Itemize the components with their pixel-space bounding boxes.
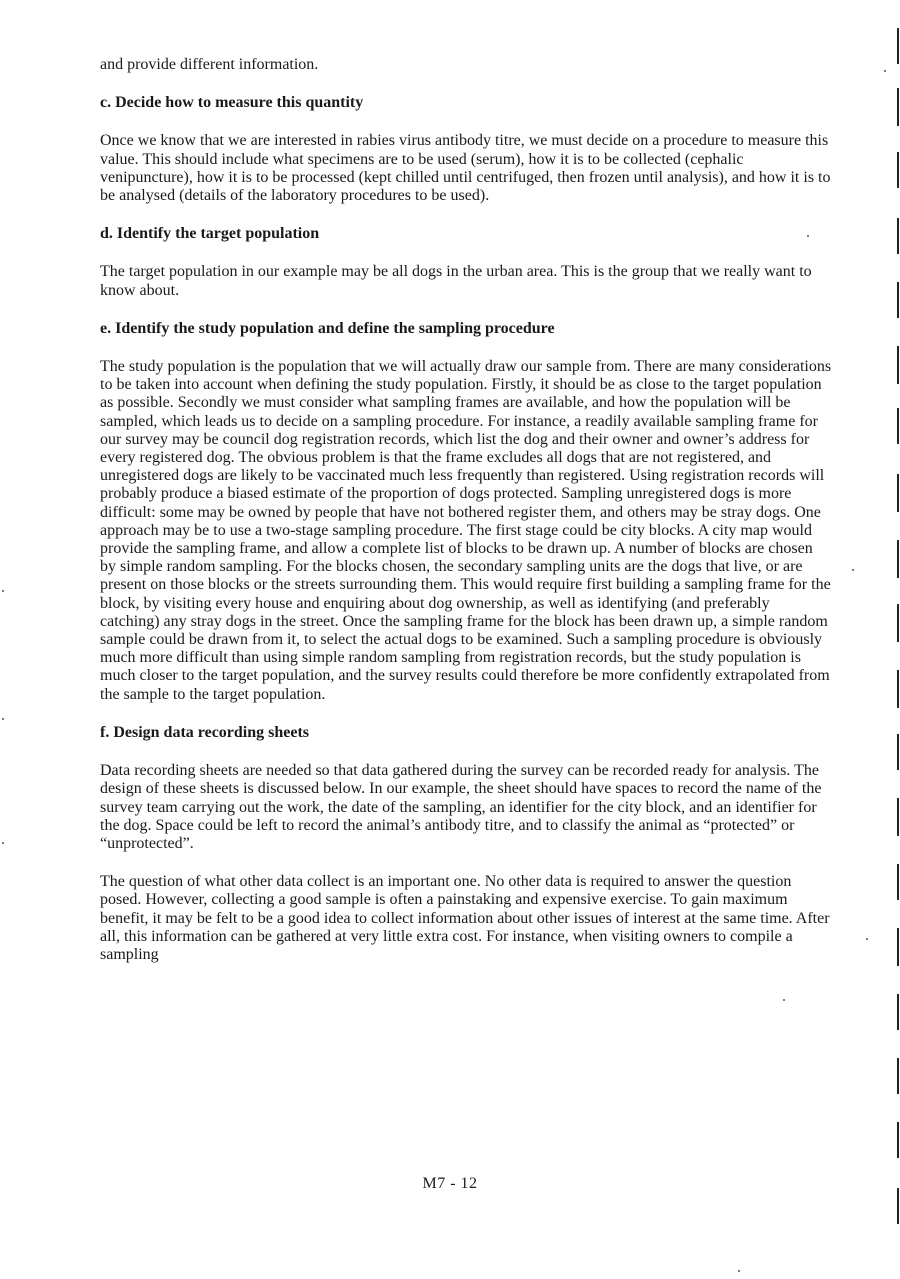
scan-edge-mark [897, 670, 899, 708]
document-page [100, 56, 832, 964]
scan-edge-mark [897, 1122, 899, 1158]
scan-edge-mark [897, 994, 899, 1030]
scan-edge-mark [897, 474, 899, 512]
scan-speck [783, 999, 785, 1001]
scan-speck [866, 938, 868, 940]
scan-edge-mark [897, 798, 899, 836]
scan-speck [852, 569, 854, 571]
scan-edge-mark [897, 346, 899, 384]
section-d-body: The target population in our example may be all dogs in the urban area. This is the group that we really want to know about. [100, 263, 812, 299]
scan-edge-mark [897, 88, 899, 126]
scan-edge-mark [897, 734, 899, 770]
scan-edge-mark [897, 152, 899, 188]
scan-edge-mark [897, 282, 899, 318]
scan-speck [2, 842, 4, 844]
scan-edge-mark [897, 1188, 899, 1224]
scan-edge-mark [897, 928, 899, 966]
scan-edge-mark [897, 218, 899, 254]
scan-edge-mark [897, 1058, 899, 1094]
section-d-heading: d. Identify the target population [100, 225, 320, 243]
scan-speck [884, 70, 886, 72]
section-c-body: Once we know that we are interested in rabies virus antibody titre, we must decide on a procedure to measure this value. This should include what specimens are to be used (serum), how it is to be collected (cephalic venipuncture), how it is to be processed (kept chilled until centrifuged, then frozen until analysis), and how it is to be analysed (details of the laboratory procedures to be used). [100, 132, 831, 205]
section-e-body: The study population is the population that we will actually draw our sample from. There are many considerations to be taken into account when defining the study population. Firstly, it should be as close to the target population as possible. Secondly we must consider what sampling frames are available, and how the population will be sampled, which leads us to decide on a sampling procedure. For instance, a readily available sampling frame for our survey may be council dog registration records, which list the dog and their owner and owner’s address for every registered dog. The obvious problem is that the frame excludes all dogs that are not registered, and unregistered dogs are likely to be vaccinated much less frequently than registered. Using registration records will probably produce a biased estimate of the proportion of dogs protected. Sampling unregistered dogs is more difficult: some may be owned by people that have not bothered register them, and others may be stray dogs. One approach may be to use a two-stage sampling procedure. The first stage could be city blocks. A city map would provide the sampling frame, and allow a complete list of blocks to be drawn up. A number of blocks are chosen by simple random sampling. For the blocks chosen, the secondary sampling units are the dogs that live, or are present on those blocks or the streets surrounding them. This would require first building a sampling frame for the block, by visiting every house and enquiring about dog ownership, as well as identifying (and preferably catching) any stray dogs in the street. Once the sampling frame for the block has been drawn up, a simple random sample could be drawn from it, to select the actual dogs to be examined. Such a sampling procedure is obviously much more difficult than using simple random sampling from registration records, but the study population is much closer to the target population, and the survey results could therefore be more confidently extrapolated from the sample to the target population. [100, 358, 832, 703]
scan-edge-mark [897, 28, 899, 64]
section-f-body-continued: The question of what other data collect is an important one. No other data is required to answer the question posed. However, collecting a good sample is often a painstaking and expensive exercise. To gain maximum benefit, it may be felt to be a good idea to collect information about other issues of interest at the same time. After all, this information can be gathered at very little extra cost. For instance, when visiting owners to compile a sampling [100, 873, 830, 963]
scan-speck [2, 590, 4, 592]
scan-speck [738, 1270, 740, 1272]
section-f-heading: f. Design data recording sheets [100, 723, 310, 741]
scan-speck [807, 235, 809, 237]
scan-edge-mark [897, 604, 899, 642]
section-c-heading: c. Decide how to measure this quantity [100, 94, 364, 112]
scan-edge-mark [897, 864, 899, 900]
scan-edge-mark [897, 408, 899, 444]
page-number: M7 - 12 [422, 1175, 478, 1192]
section-e-heading: e. Identify the study population and define the sampling procedure [100, 319, 555, 337]
intro-tail-paragraph: and provide different information. [100, 56, 319, 73]
scan-edge-mark [897, 540, 899, 578]
scan-speck [2, 718, 4, 720]
section-f-body: Data recording sheets are needed so that data gathered during the survey can be recorded ready for analysis. The design of these sheets is discussed below. In our example, the sheet should have spaces to record the name of the survey team carrying out the work, the date of the sampling, an identifier for the city block, and an identifier for the dog. Space could be left to record the animal’s antibody titre, and to classify the animal as “protected” or “unprotected”. [100, 762, 822, 852]
